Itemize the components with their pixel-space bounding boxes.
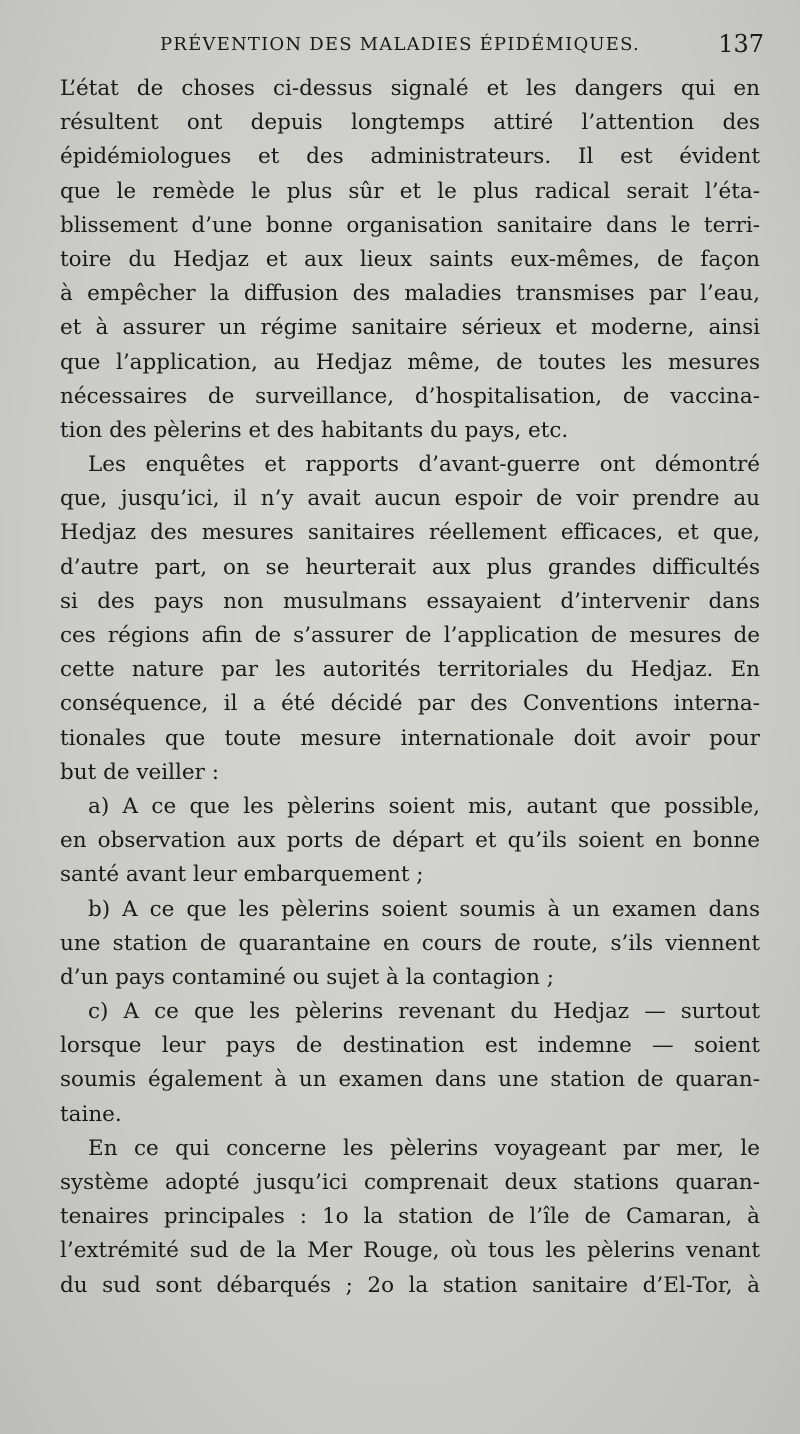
text-line: taine. (60, 1101, 122, 1127)
text-line: but de veiller : (60, 759, 219, 785)
body-text (60, 72, 760, 1303)
text-line: b) A ce que les pèlerins soient soumis à un examen dans (88, 896, 760, 922)
text-line: que le remède le plus sûr et le plus radical serait l’éta- (60, 178, 760, 204)
page-number: 137 (718, 30, 764, 58)
text-line: d’autre part, on se heurterait aux plus grandes difficultés (60, 554, 760, 580)
text-line: une station de quarantaine en cours de route, s’ils viennent (60, 930, 760, 956)
text-line: que, jusqu’ici, il n’y avait aucun espoir de voir prendre au (60, 486, 760, 512)
text-line: tionales que toute mesure internationale doit avoir pour (60, 725, 760, 751)
text-line: tion des pèlerins et des habitants du pays, etc. (60, 417, 569, 443)
text-line: Hedjaz des mesures sanitaires réellement efficaces, et que, (60, 520, 760, 546)
text-line: cette nature par les autorités territoriales du Hedjaz. En (60, 657, 760, 683)
text-line: et à assurer un régime sanitaire sérieux et moderne, ainsi (60, 315, 760, 341)
text-line: que l’application, au Hedjaz même, de toutes les mesures (60, 349, 760, 375)
text-line: épidémiologues et des administrateurs. Il est évident (60, 144, 760, 170)
text-line: ces régions afin de s’assurer de l’application de mesures de (60, 623, 760, 648)
text-line: tenaires principales : 1o la station de l’île de Camaran, à (60, 1204, 760, 1230)
text-line: à empêcher la diffusion des maladies transmises par l’eau, (60, 281, 760, 307)
text-line: lorsque leur pays de destination est indemne — soient (60, 1033, 760, 1059)
text-line: si des pays non musulmans essayaient d’intervenir dans (60, 588, 760, 614)
text-line: a) A ce que les pèlerins soient mis, autant que possible, (88, 793, 760, 819)
text-line: toire du Hedjaz et aux lieux saints eux-mêmes, de façon (60, 246, 760, 272)
text-line: l’extrémité sud de la Mer Rouge, où tous les pèlerins venant (60, 1238, 760, 1264)
text-line: conséquence, il a été décidé par des Conventions interna- (60, 691, 760, 717)
text-line: nécessaires de surveillance, d’hospitalisation, de vaccina- (60, 383, 760, 409)
text-line: santé avant leur embarquement ; (60, 862, 424, 888)
text-line: L’état de choses ci-dessus signalé et les dangers qui en (60, 76, 760, 101)
text-line: soumis également à un examen dans une station de quaran- (60, 1067, 760, 1093)
text-line: c) A ce que les pèlerins revenant du Hedjaz — surtout (88, 999, 760, 1025)
text-line: du sud sont débarqués ; 2o la station sanitaire d’El-Tor, à (60, 1272, 760, 1298)
text-line: d’un pays contaminé ou sujet à la contagion ; (60, 964, 555, 990)
text-line: Les enquêtes et rapports d’avant-guerre ont démontré (88, 452, 760, 478)
text-line: En ce qui concerne les pèlerins voyageant par mer, le (88, 1135, 760, 1161)
text-line: résultent ont depuis longtemps attiré l’attention des (60, 110, 760, 136)
running-head (60, 30, 770, 60)
text-line: en observation aux ports de départ et qu’ils soient en bonne (60, 828, 760, 854)
text-line: blissement d’une bonne organisation sanitaire dans le terri- (60, 212, 760, 238)
running-title: PRÉVENTION DES MALADIES ÉPIDÉMIQUES. (160, 34, 640, 55)
text-line: système adopté jusqu’ici comprenait deux stations quaran- (60, 1170, 760, 1195)
